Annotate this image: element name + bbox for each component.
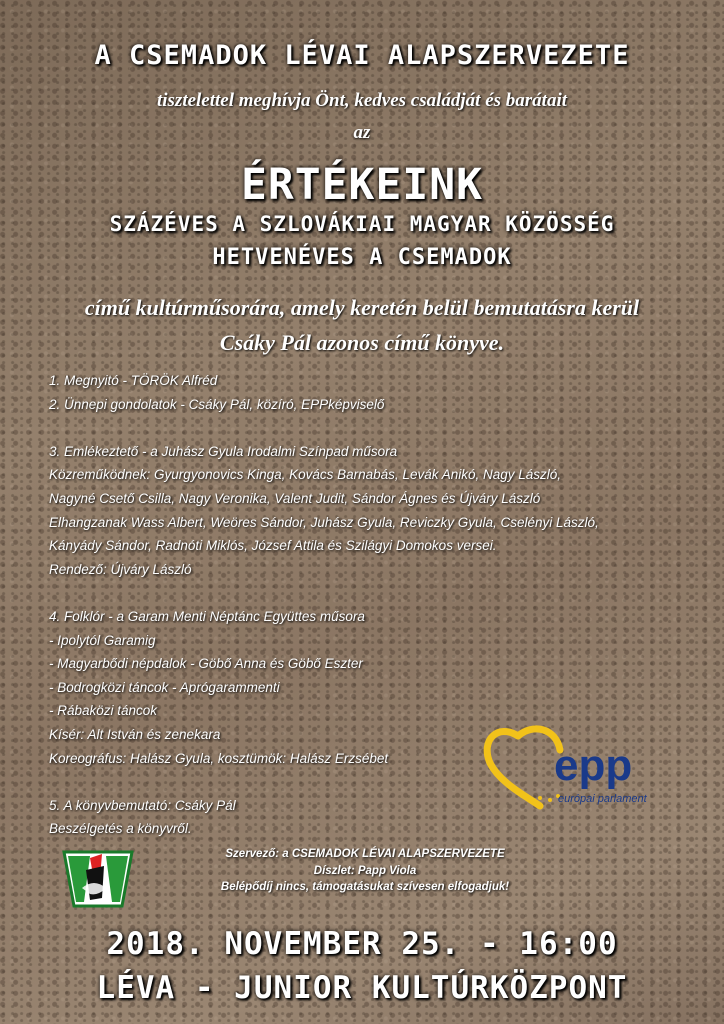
program-detail: Közreműködnek: Gyurgyonovics Kinga, Kovács Barnabás, Levák Anikó, Nagy László, <box>49 467 562 483</box>
description-line-2: Csáky Pál azonos című könyve. <box>219 330 505 355</box>
event-date: 2018. NOVEMBER 25. - 16:00 <box>106 926 618 962</box>
program-detail: Kányády Sándor, Radnóti Miklós, József Attila és Szilágyi Domokos versei. <box>49 538 497 554</box>
program-detail: Kísér: Alt István és zenekara <box>49 726 221 742</box>
organizer-line: Szervező: a CSEMADOK LÉVAI ALAPSZERVEZETE <box>225 848 505 860</box>
program-item: 3. Emlékeztető - a Juhász Gyula Irodalmi Színpad műsora <box>49 443 398 459</box>
program-item: 4. Folklór - a Garam Menti Néptánc Együttes műsora <box>49 608 365 624</box>
program-item: 1. Megnyitó - TÖRÖK Alfréd <box>49 373 218 388</box>
program-detail: - Rábaközi táncok <box>49 703 158 719</box>
program-detail: Elhangzanak Wass Albert, Weöres Sándor, Juhász Gyula, Reviczky Gyula, Cselényi László, <box>49 514 599 530</box>
program-detail: Beszélgetés a könyvről. <box>49 821 192 837</box>
event-subtitle-1: SZÁZÉVES A SZLOVÁKIAI MAGYAR KÖZÖSSÉG <box>109 212 615 236</box>
program-detail: Koreográfus: Halász Gyula, kosztümök: Halász Erzsébet <box>49 750 389 766</box>
organizer-info <box>160 846 570 896</box>
event-title: ÉRTÉKEINK <box>241 160 483 210</box>
event-venue: LÉVA - JUNIOR KULTÚRKÖZPONT <box>96 970 628 1006</box>
program-detail: - Bodrogközi táncok - Aprógarammenti <box>49 679 280 695</box>
organization-title: A CSEMADOK LÉVAI ALAPSZERVEZETE <box>94 40 630 71</box>
article-az: az <box>353 122 371 143</box>
event-subtitle-2: HETVENÉVES A CSEMADOK <box>212 245 512 270</box>
csemadok-logo-icon <box>60 848 136 910</box>
epp-logo <box>478 718 688 813</box>
epp-wordmark: epp <box>554 741 633 790</box>
program-detail: - Magyarbődi népdalok - Göbő Anna és Göbő Eszter <box>49 656 363 672</box>
invitation-line: tisztelettel meghívja Önt, kedves családját és barátait <box>156 90 568 111</box>
epp-subtext: európai parlament <box>558 793 647 805</box>
description-line-1: című kultúrműsorára, amely keretén belül bemutatásra kerül <box>84 295 640 320</box>
decor-line: Díszlet: Papp Viola <box>313 864 417 877</box>
program-item: 2. Ünnepi gondolatok - Csáky Pál, közíró, EPPképviselő <box>49 396 385 412</box>
program-detail: - Ipolytól Garamig <box>49 632 156 648</box>
program-item: 5. A könyvbemutató: Csáky Pál <box>49 797 236 813</box>
program-detail: Nagyné Csető Csilla, Nagy Veronika, Valent Judit, Sándor Ágnes és Újváry László <box>49 490 541 506</box>
entry-fee-line: Belépődíj nincs, támogatásukat szívesen elfogadjuk! <box>220 881 510 893</box>
program-detail: Rendező: Újváry László <box>49 561 192 577</box>
